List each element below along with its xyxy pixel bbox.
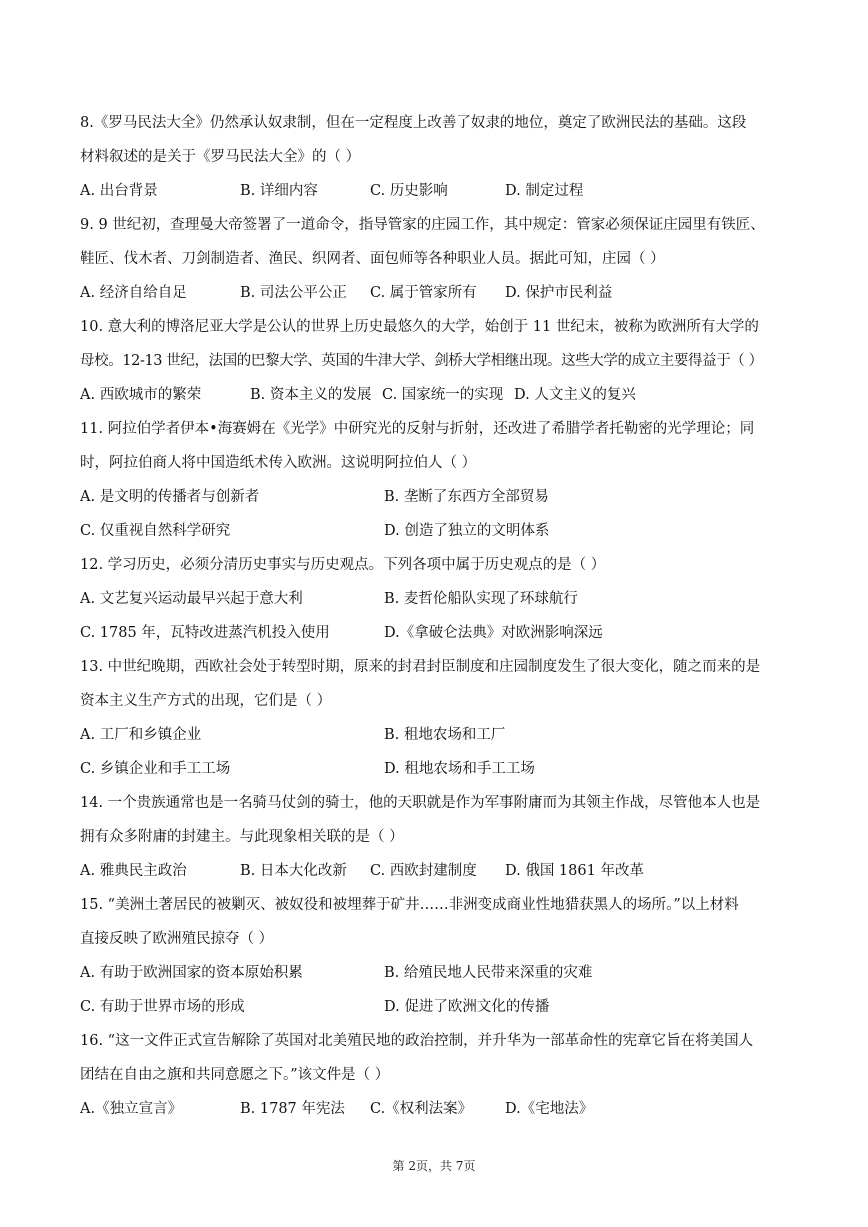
option-d: D. 租地农场和手工工场	[384, 761, 535, 777]
option-a: A. 西欧城市的繁荣	[80, 387, 202, 403]
question-10	[80, 310, 792, 412]
options-row	[80, 480, 792, 514]
option-a: A.《独立宣言》	[80, 1101, 183, 1117]
options-row	[80, 582, 792, 616]
option-c: C. 历史影响	[370, 183, 448, 199]
question-stem-line: 材料叙述的是关于《罗马民法大全》的（ ）	[80, 149, 361, 165]
question-list	[80, 106, 792, 1126]
question-stem-line: 拥有众多附庸的封建主。与此现象相关联的是（ ）	[80, 829, 404, 845]
option-c: C. 1785 年，瓦特改进蒸汽机投入使用	[80, 625, 330, 641]
option-d: D. 促进了欧洲文化的传播	[384, 999, 550, 1015]
option-d: D.《宅地法》	[505, 1101, 594, 1117]
option-d: D. 创造了独立的文明体系	[384, 523, 550, 539]
question-stem-line: 母校。12-13 世纪，法国的巴黎大学、英国的牛津大学、剑桥大学相继出现。这些大学的成立主要得益于（ ）	[80, 353, 763, 369]
option-c: C.《权利法案》	[370, 1101, 473, 1117]
options-row	[80, 956, 792, 990]
question-stem-line: 鞋匠、伐木者、刀剑制造者、渔民、织网者、面包师等各种职业人员。据此可知，庄园（ ）	[80, 251, 665, 267]
option-a: A. 雅典民主政治	[80, 863, 187, 879]
question-stem-line: 11. 阿拉伯学者伊本•海赛姆在《光学》中研究光的反射与折射，还改进了希腊学者托勒密的光学理论；同	[80, 421, 755, 437]
question-stem-line: 10. 意大利的博洛尼亚大学是公认的世界上历史最悠久的大学，始创于 11 世纪末，被称为欧洲所有大学的	[80, 319, 759, 335]
options-row	[80, 990, 792, 1024]
option-b: B. 1787 年宪法	[240, 1101, 345, 1117]
option-a: A. 出台背景	[80, 183, 158, 199]
question-stem-line: 团结在自由之旗和共同意愿之下。”该文件是（ ）	[80, 1067, 390, 1083]
option-b: B. 垄断了东西方全部贸易	[384, 489, 549, 505]
question-stem-line: 9. 9 世纪初，查理曼大帝签署了一道命令，指导管家的庄园工作，其中规定：管家必须保证庄园里有铁匠、	[80, 217, 765, 233]
option-a: A. 有助于欧洲国家的资本原始积累	[80, 965, 303, 981]
question-16	[80, 1024, 792, 1126]
question-stem-line: 14. 一个贵族通常也是一名骑马仗剑的骑士，他的天职就是作为军事附庸而为其领主作战，尽管他本人也是	[80, 795, 761, 811]
question-stem-line: 16. “这一文件正式宣告解除了英国对北美殖民地的政治控制，并升华为一部革命性的宪章它旨在将美国人	[80, 1033, 754, 1049]
option-a: A. 是文明的传播者与创新者	[80, 489, 260, 505]
options-row	[80, 616, 792, 650]
option-c: C. 仅重视自然科学研究	[80, 523, 231, 539]
question-stem-line: 直接反映了欧洲殖民掠夺（ ）	[80, 931, 274, 947]
question-9	[80, 208, 792, 310]
question-8	[80, 106, 792, 208]
option-b: B. 司法公平公正	[240, 285, 347, 301]
options-row	[80, 854, 792, 888]
option-b: B. 租地农场和工厂	[384, 727, 506, 743]
option-b: B. 详细内容	[240, 183, 318, 199]
option-a: A. 经济自给自足	[80, 285, 187, 301]
question-stem-line: 12. 学习历史，必须分清历史事实与历史观点。下列各项中属于历史观点的是（ ）	[80, 557, 606, 573]
option-c: C. 乡镇企业和手工工场	[80, 761, 231, 777]
option-c: C. 西欧封建制度	[370, 863, 477, 879]
option-b: B. 给殖民地人民带来深重的灾难	[384, 965, 593, 981]
option-c: C. 有助于世界市场的形成	[80, 999, 245, 1015]
option-d: D. 保护市民利益	[505, 285, 613, 301]
question-13	[80, 650, 792, 786]
options-row	[80, 514, 792, 548]
question-stem-line: 15. “美洲土著居民的被剿灭、被奴役和被埋葬于矿井……非洲变成商业性地猎获黑人的场所。”以上材料	[80, 897, 739, 913]
page-number-footer: 第 2页，共 7页	[392, 1159, 476, 1173]
option-d: D.《拿破仑法典》对欧洲影响深远	[384, 625, 603, 641]
options-row	[80, 1092, 792, 1126]
option-d: D. 制定过程	[505, 183, 584, 199]
option-d: D. 俄国 1861 年改革	[505, 863, 644, 879]
option-a: A. 文艺复兴运动最早兴起于意大利	[80, 591, 303, 607]
option-b: B. 日本大化改新	[240, 863, 347, 879]
question-15	[80, 888, 792, 1024]
options-row	[80, 174, 792, 208]
option-a: A. 工厂和乡镇企业	[80, 727, 202, 743]
question-stem-line: 8.《罗马民法大全》仍然承认奴隶制，但在一定程度上改善了奴隶的地位，奠定了欧洲民法的基础。这段	[80, 115, 747, 131]
question-stem-line: 资本主义生产方式的出现，它们是（ ）	[80, 693, 332, 709]
question-stem-line: 时，阿拉伯商人将中国造纸术传入欧洲。这说明阿拉伯人（ ）	[80, 455, 477, 471]
option-c: C. 国家统一的实现	[382, 387, 504, 403]
option-b: B. 资本主义的发展	[250, 387, 372, 403]
question-stem-line: 13. 中世纪晚期，西欧社会处于转型时期，原来的封君封臣制度和庄园制度发生了很大变化，随之而来的是	[80, 659, 761, 675]
options-row	[80, 276, 792, 310]
options-row	[80, 718, 792, 752]
option-d: D. 人文主义的复兴	[514, 387, 636, 403]
options-row	[80, 752, 792, 786]
option-c: C. 属于管家所有	[370, 285, 477, 301]
options-row	[80, 378, 792, 412]
option-b: B. 麦哲伦船队实现了环球航行	[384, 591, 578, 607]
question-14	[80, 786, 792, 888]
question-11	[80, 412, 792, 548]
question-12	[80, 548, 792, 650]
